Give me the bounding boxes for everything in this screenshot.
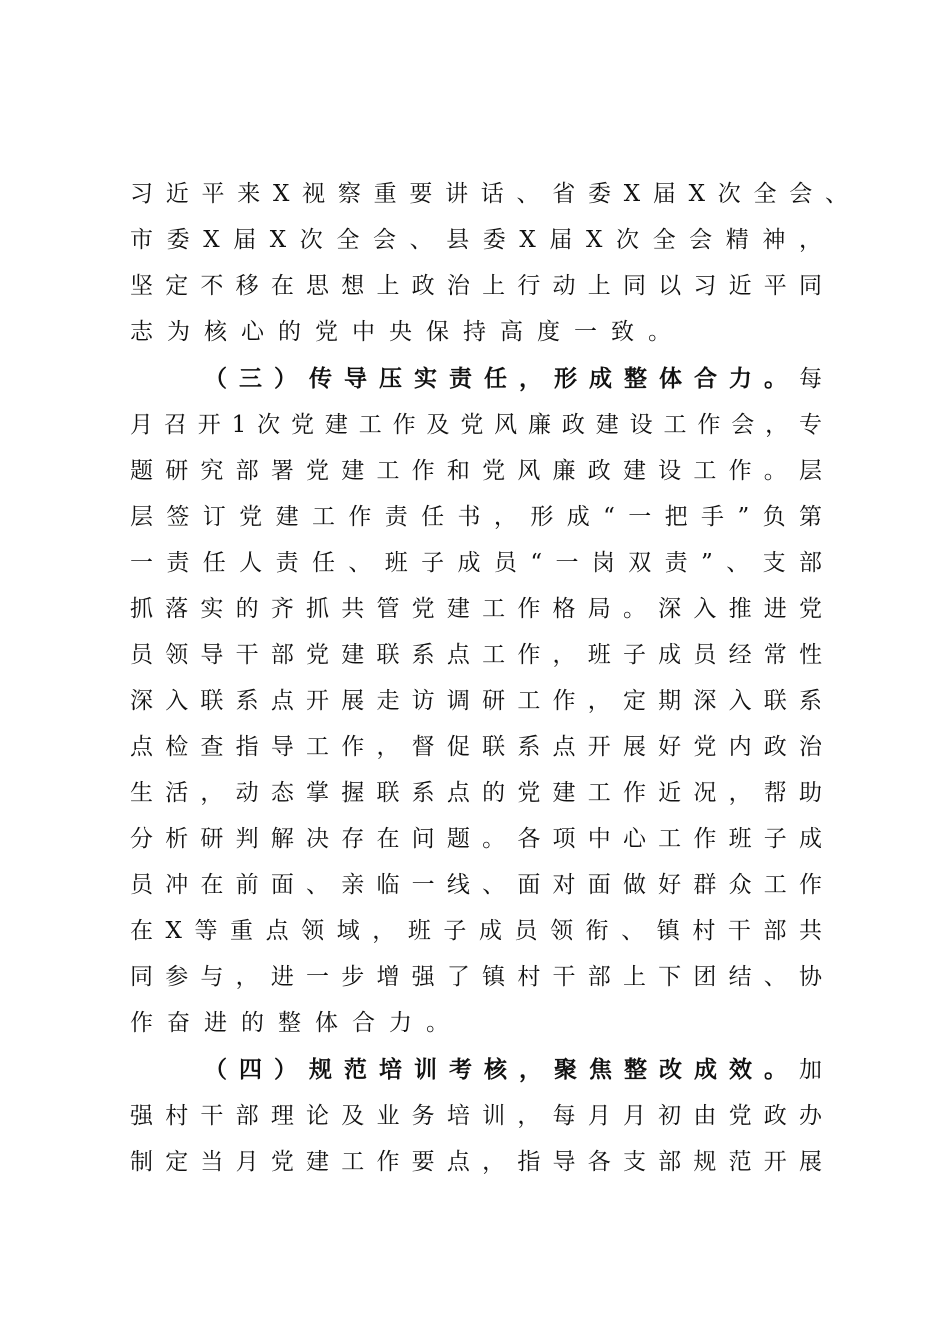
section-heading-3: （三）传导压实责任，形成整体合力。 [204,365,799,392]
paragraph-line: 员冲在前面、亲临一线、面对面做好群众工作 [130,872,822,898]
paragraph-line: 一责任人责任、班子成员“一岗双责”、支部 [130,550,822,576]
paragraph-line: 层签订党建工作责任书，形成“一把手”负第 [130,504,822,530]
paragraph-line: 生活，动态掌握联系点的党建工作近况，帮助 [130,780,822,806]
paragraph-line: 分析研判解决存在问题。各项中心工作班子成 [130,826,822,852]
paragraph-line: 制定当月党建工作要点，指导各支部规范开展 [130,1149,822,1175]
paragraph-line: 题研究部署党建工作和党风廉政建设工作。层 [130,458,822,484]
paragraph-line: 强村干部理论及业务培训，每月月初由党政办 [130,1103,822,1129]
section-heading-4: （四）规范培训考核，聚焦整改成效。 [204,1056,799,1083]
paragraph-line: 员领导干部党建联系点工作，班子成员经常性 [130,642,822,668]
paragraph-line: 抓落实的齐抓共管党建工作格局。深入推进党 [130,596,822,622]
paragraph-text: 加 [799,1057,822,1083]
section-heading-line [204,359,822,399]
paragraph-line: 月召开1次党建工作及党风廉政建设工作会，专 [130,412,822,438]
paragraph-line: 志为核心的党中央保持高度一致。 [130,319,685,345]
paragraph-line: 市委X届X次全会、县委X届X次全会精神， [130,227,822,253]
paragraph-line: 习近平来X视察重要讲话、省委X届X次全会、 [130,181,848,207]
section-heading-line [204,1050,822,1090]
paragraph-line: 作奋进的整体合力。 [130,1010,463,1036]
paragraph-line: 坚定不移在思想上政治上行动上同以习近平同 [130,273,822,299]
paragraph-line: 深入联系点开展走访调研工作，定期深入联系 [130,688,822,714]
paragraph-text: 每 [799,366,822,392]
paragraph-line: 在X等重点领域，班子成员领衔、镇村干部共 [130,918,822,944]
paragraph-line: 点检查指导工作，督促联系点开展好党内政治 [130,734,822,760]
paragraph-line: 同参与，进一步增强了镇村干部上下团结、协 [130,964,822,990]
